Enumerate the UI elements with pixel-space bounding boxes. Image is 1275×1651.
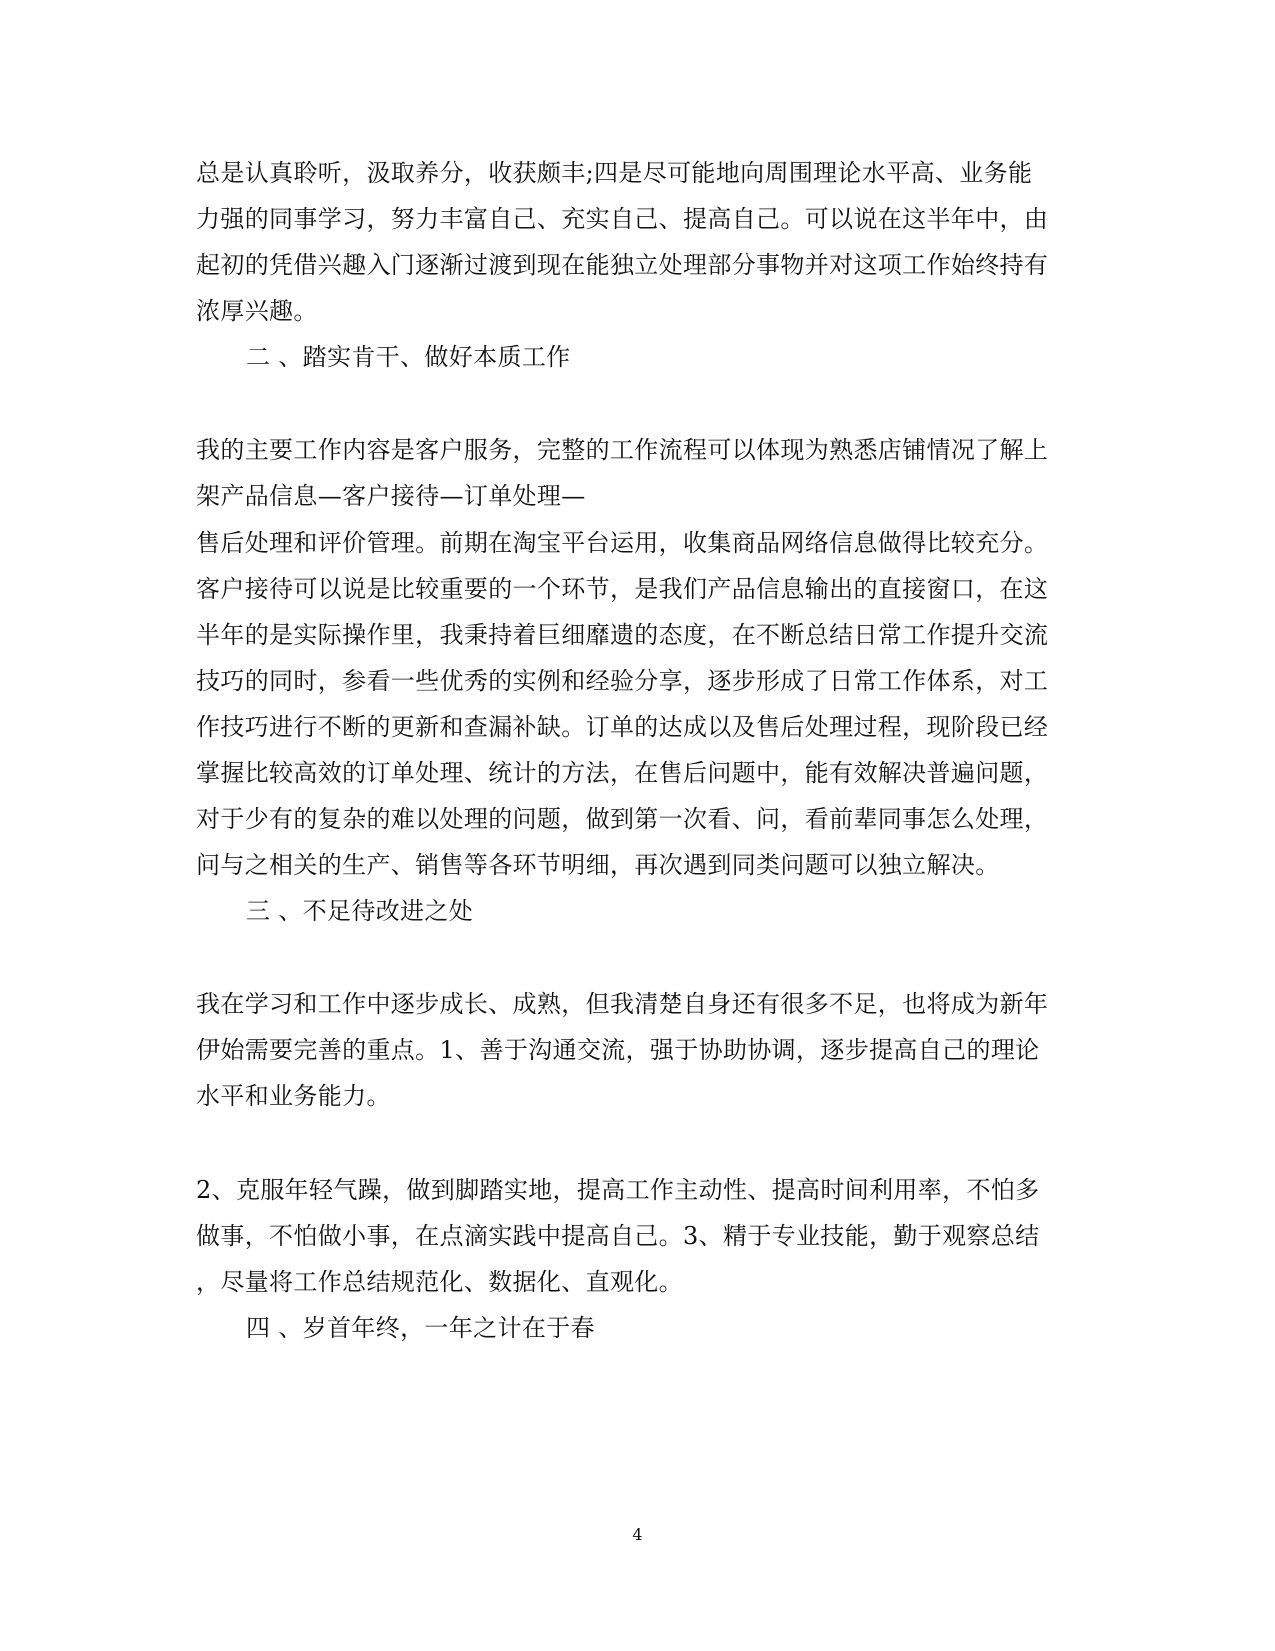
section-heading-2: 二 、踏实肯干、做好本质工作	[246, 343, 571, 371]
paragraph-line: 2、克服年轻气躁，做到脚踏实地，提高工作主动性、提高时间利用率，不怕多	[196, 1176, 1040, 1204]
paragraph-line: 作技巧进行不断的更新和查漏补缺。订单的达成以及售后处理过程，现阶段已经	[196, 713, 1049, 741]
paragraph-line: 架产品信息—客户接待—订单处理—	[196, 482, 586, 510]
paragraph-line: 浓厚兴趣。	[196, 297, 318, 325]
paragraph-line: 水平和业务能力。	[196, 1082, 391, 1110]
paragraph-line: 客户接待可以说是比较重要的一个环节，是我们产品信息输出的直接窗口，在这	[196, 575, 1049, 603]
paragraph-line: 售后处理和评价管理。前期在淘宝平台运用，收集商品网络信息做得比较充分。	[196, 529, 1049, 557]
paragraph-line: 起初的凭借兴趣入门逐渐过渡到现在能独立处理部分事物并对这项工作始终持有	[196, 251, 1049, 279]
paragraph-line: 我在学习和工作中逐步成长、成熟，但我清楚自身还有很多不足，也将成为新年	[196, 990, 1049, 1018]
paragraph-line: 半年的是实际操作里，我秉持着巨细靡遗的态度，在不断总结日常工作提升交流	[196, 621, 1049, 649]
paragraph-line: 技巧的同时，参看一些优秀的实例和经验分享，逐步形成了日常工作体系，对工	[196, 667, 1049, 695]
paragraph-line: 力强的同事学习，努力丰富自己、充实自己、提高自己。可以说在这半年中，由	[196, 205, 1049, 233]
paragraph-line: 伊始需要完善的重点。1、善于沟通交流，强于协助协调，逐步提高自己的理论	[196, 1036, 1040, 1064]
paragraph-line: 总是认真聆听，汲取养分，收获颇丰;四是尽可能地向周围理论水平高、业务能	[196, 159, 1033, 187]
paragraph-line: 问与之相关的生产、销售等各环节明细，再次遇到同类问题可以独立解决。	[196, 851, 1000, 879]
paragraph-line: 做事，不怕做小事，在点滴实践中提高自己。3、精于专业技能，勤于观察总结	[196, 1222, 1040, 1250]
paragraph-line: 对于少有的复杂的难以处理的问题，做到第一次看、问，看前辈同事怎么处理，	[196, 805, 1049, 833]
paragraph-line: ，尽量将工作总结规范化、数据化、直观化。	[196, 1268, 683, 1296]
paragraph-line: 我的主要工作内容是客户服务，完整的工作流程可以体现为熟悉店铺情况了解上	[196, 436, 1049, 464]
section-heading-3: 三 、不足待改进之处	[246, 897, 474, 925]
section-heading-4: 四 、岁首年终，一年之计在于春	[246, 1314, 595, 1342]
paragraph-line: 掌握比较高效的订单处理、统计的方法，在售后问题中，能有效解决普遍问题，	[196, 759, 1049, 787]
page-number: 4	[632, 1525, 643, 1544]
